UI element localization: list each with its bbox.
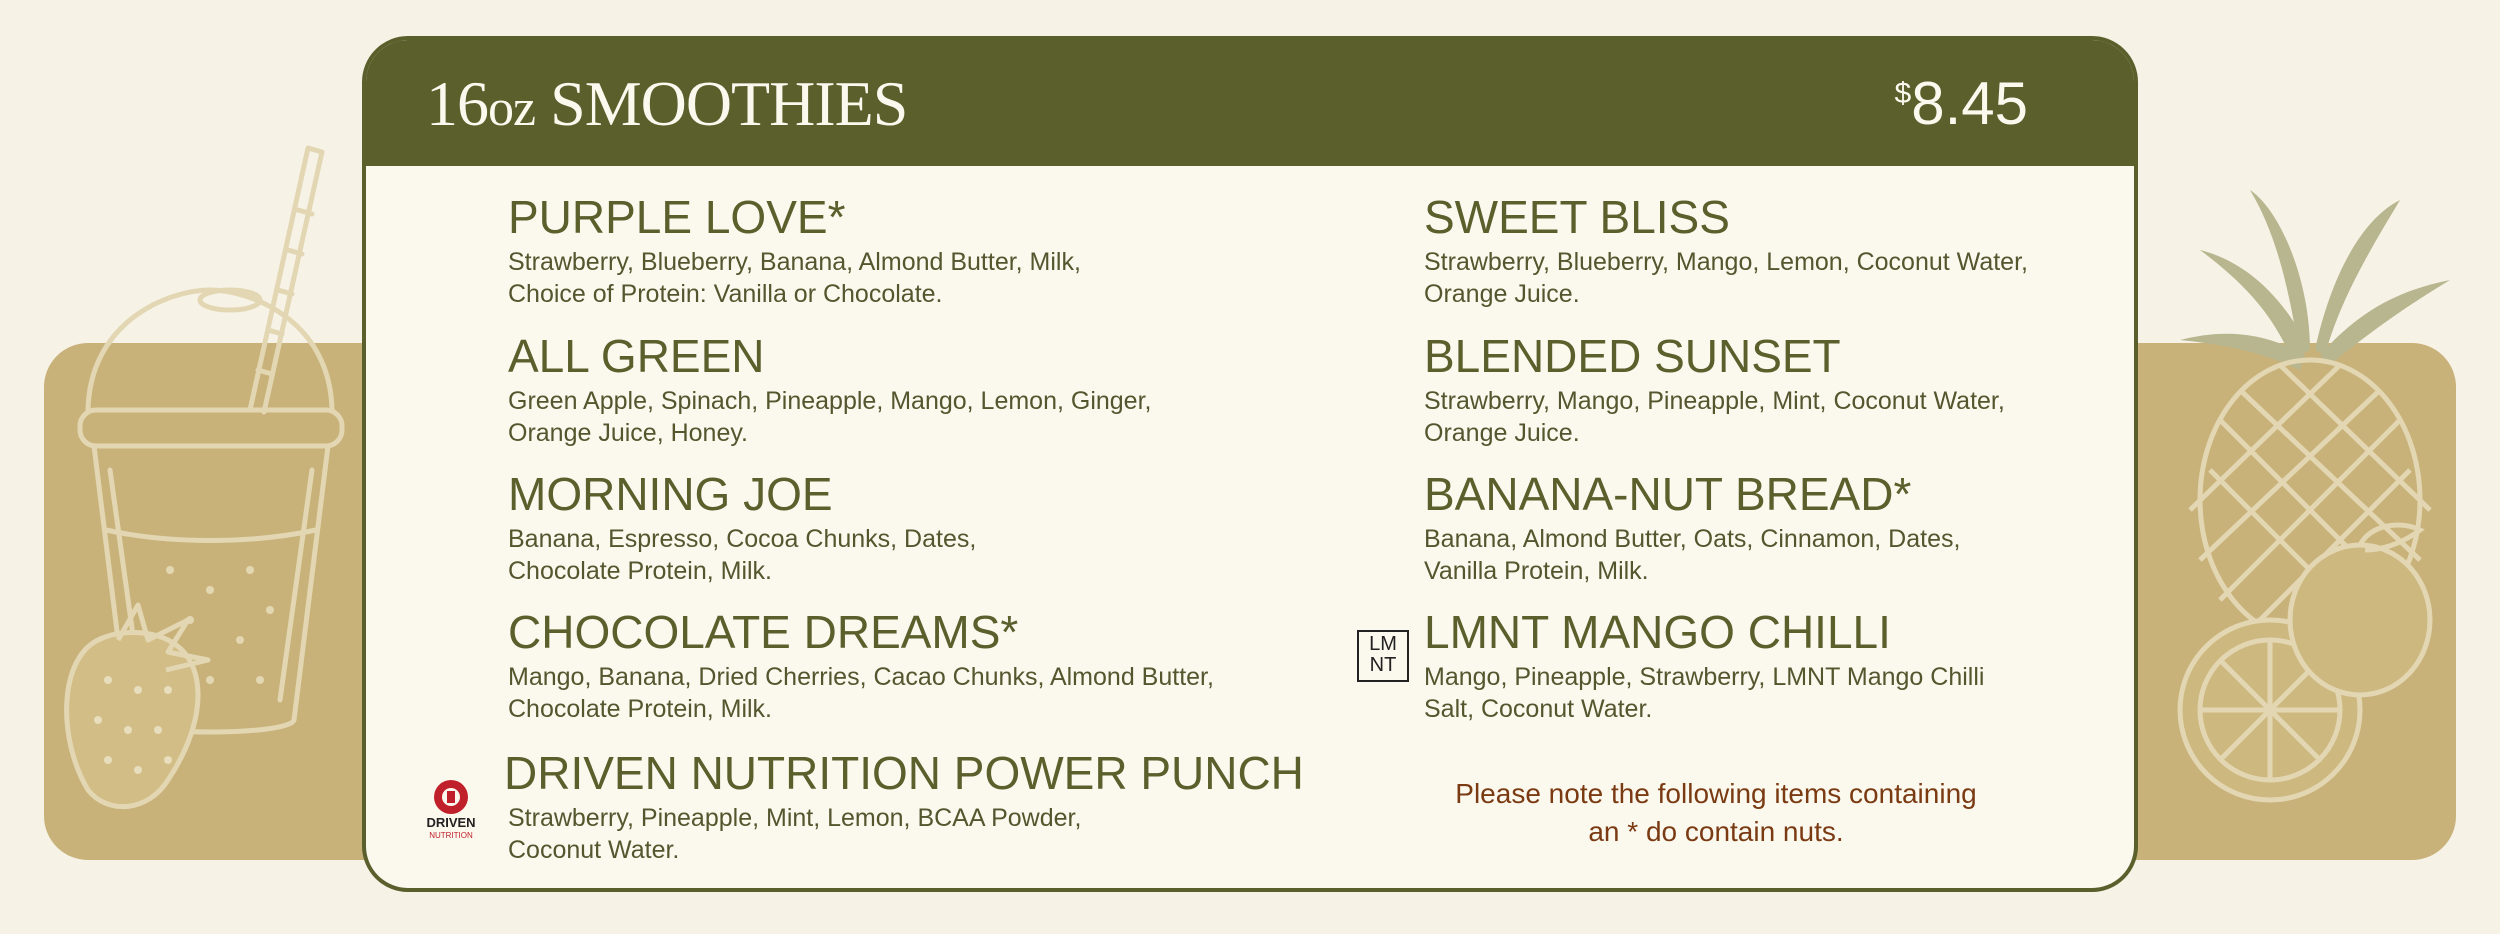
price-symbol: $	[1894, 77, 1912, 110]
size-unit: oz	[488, 80, 536, 137]
menu-item	[508, 192, 1288, 310]
item-name: CHOCOLATE DREAMS*	[508, 606, 1019, 658]
menu-item	[1424, 331, 2138, 449]
menu-item	[1424, 607, 2138, 725]
item-name: BLENDED SUNSET	[1424, 330, 1841, 382]
item-name: SWEET BLISS	[1424, 191, 1730, 243]
driven-nutrition-logo	[416, 775, 486, 845]
item-description: Strawberry, Pineapple, Mint, Lemon, BCAA Powder, Coconut Water.	[508, 803, 1082, 864]
item-name: BANANA-NUT BREAD*	[1424, 468, 1912, 520]
item-description: Strawberry, Mango, Pineapple, Mint, Coconut Water, Orange Juice.	[1424, 386, 2005, 447]
menu-header	[366, 40, 2134, 166]
item-description: Strawberry, Blueberry, Banana, Almond Butter, Milk, Choice of Protein: Vanilla or Chocolate.	[508, 247, 1081, 308]
size-number: 16	[426, 68, 488, 139]
lmnt-logo-line2: NT	[1369, 654, 1397, 676]
lmnt-logo-line1: LM	[1369, 633, 1397, 655]
orange-illustration	[2160, 520, 2460, 820]
nuts-note: Please note the following items containing an * do contain nuts.	[1455, 778, 1977, 847]
menu-item	[508, 469, 1288, 587]
item-name: PURPLE LOVE*	[508, 191, 846, 243]
driven-logo-word: DRIVEN	[426, 815, 476, 830]
lmnt-logo	[1357, 630, 1409, 682]
menu-item	[1424, 469, 2138, 587]
menu-card	[362, 36, 2138, 892]
menu-item	[504, 748, 1304, 866]
menu-title	[426, 66, 907, 143]
item-name: DRIVEN NUTRITION POWER PUNCH	[504, 747, 1304, 799]
item-description: Strawberry, Blueberry, Mango, Lemon, Coconut Water, Orange Juice.	[1424, 247, 2028, 308]
item-description: Mango, Pineapple, Strawberry, LMNT Mango Chilli Salt, Coconut Water.	[1424, 662, 1985, 723]
item-name: ALL GREEN	[508, 330, 765, 382]
menu-item	[1424, 192, 2138, 310]
item-name: MORNING JOE	[508, 468, 833, 520]
item-description: Green Apple, Spinach, Pineapple, Mango, Lemon, Ginger, Orange Juice, Honey.	[508, 386, 1152, 447]
item-description: Mango, Banana, Dried Cherries, Cacao Chunks, Almond Butter, Chocolate Protein, Milk.	[508, 662, 1214, 723]
driven-logo-subword: NUTRITION	[429, 831, 473, 840]
strawberry-illustration	[58, 600, 228, 820]
item-description: Banana, Almond Butter, Oats, Cinnamon, Dates, Vanilla Protein, Milk.	[1424, 524, 1961, 585]
menu-item	[508, 607, 1288, 725]
item-description: Banana, Espresso, Cocoa Chunks, Dates, Chocolate Protein, Milk.	[508, 524, 977, 585]
price-label	[1895, 68, 2028, 140]
title-text: SMOOTHIES	[550, 68, 908, 139]
item-name: LMNT MANGO CHILLI	[1424, 606, 1891, 658]
price-value: 8.45	[1911, 70, 2028, 137]
menu-item	[508, 331, 1288, 449]
